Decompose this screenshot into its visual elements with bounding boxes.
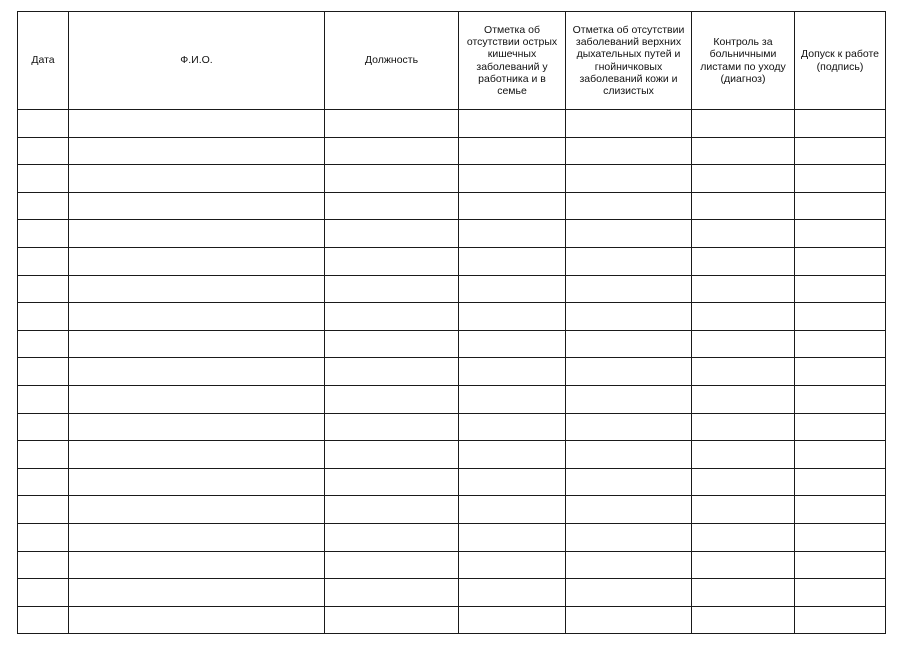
date-cell[interactable] [18, 247, 69, 275]
sick-leave-cell[interactable] [692, 468, 795, 496]
full-name-cell[interactable] [69, 523, 325, 551]
admission-signature-cell[interactable] [795, 468, 886, 496]
intestinal-mark-cell[interactable] [459, 137, 566, 165]
date-cell[interactable] [18, 192, 69, 220]
admission-signature-cell[interactable] [795, 275, 886, 303]
respiratory-skin-mark-cell[interactable] [566, 579, 692, 607]
intestinal-mark-cell[interactable] [459, 303, 566, 331]
intestinal-mark-cell[interactable] [459, 247, 566, 275]
intestinal-mark-cell[interactable] [459, 606, 566, 634]
admission-signature-cell[interactable] [795, 247, 886, 275]
sick-leave-cell[interactable] [692, 441, 795, 469]
full-name-cell[interactable] [69, 579, 325, 607]
sick-leave-cell[interactable] [692, 606, 795, 634]
intestinal-mark-cell[interactable] [459, 110, 566, 138]
date-cell[interactable] [18, 441, 69, 469]
table-row [18, 220, 886, 248]
table-row [18, 330, 886, 358]
sick-leave-cell[interactable] [692, 303, 795, 331]
column-header-full-name: Ф.И.О. [69, 12, 325, 110]
date-cell[interactable] [18, 413, 69, 441]
intestinal-mark-cell[interactable] [459, 551, 566, 579]
position-cell[interactable] [325, 330, 459, 358]
intestinal-mark-cell[interactable] [459, 413, 566, 441]
intestinal-mark-cell[interactable] [459, 385, 566, 413]
table-row [18, 303, 886, 331]
admission-signature-cell[interactable] [795, 220, 886, 248]
admission-signature-cell[interactable] [795, 192, 886, 220]
intestinal-mark-cell[interactable] [459, 523, 566, 551]
date-cell[interactable] [18, 165, 69, 193]
respiratory-skin-mark-cell[interactable] [566, 413, 692, 441]
full-name-cell[interactable] [69, 496, 325, 524]
header-row [18, 12, 886, 110]
position-cell[interactable] [325, 165, 459, 193]
date-cell[interactable] [18, 385, 69, 413]
admission-signature-cell[interactable] [795, 496, 886, 524]
full-name-cell[interactable] [69, 606, 325, 634]
column-header-position: Должность [325, 12, 459, 110]
sick-leave-cell[interactable] [692, 165, 795, 193]
full-name-cell[interactable] [69, 220, 325, 248]
full-name-cell[interactable] [69, 110, 325, 138]
position-cell[interactable] [325, 275, 459, 303]
intestinal-mark-cell[interactable] [459, 192, 566, 220]
table-row [18, 441, 886, 469]
admission-signature-cell[interactable] [795, 303, 886, 331]
intestinal-mark-cell[interactable] [459, 165, 566, 193]
full-name-cell[interactable] [69, 358, 325, 386]
intestinal-mark-cell[interactable] [459, 220, 566, 248]
full-name-cell[interactable] [69, 385, 325, 413]
date-cell[interactable] [18, 303, 69, 331]
respiratory-skin-mark-cell[interactable] [566, 496, 692, 524]
date-cell[interactable] [18, 496, 69, 524]
full-name-cell[interactable] [69, 303, 325, 331]
date-cell[interactable] [18, 137, 69, 165]
position-cell[interactable] [325, 496, 459, 524]
table-row [18, 496, 886, 524]
respiratory-skin-mark-cell[interactable] [566, 192, 692, 220]
sick-leave-cell[interactable] [692, 496, 795, 524]
respiratory-skin-mark-cell[interactable] [566, 441, 692, 469]
full-name-cell[interactable] [69, 441, 325, 469]
position-cell[interactable] [325, 413, 459, 441]
sick-leave-cell[interactable] [692, 330, 795, 358]
admission-signature-cell[interactable] [795, 137, 886, 165]
table-row [18, 275, 886, 303]
position-cell[interactable] [325, 579, 459, 607]
position-cell[interactable] [325, 468, 459, 496]
position-cell[interactable] [325, 523, 459, 551]
position-cell[interactable] [325, 358, 459, 386]
column-header-respiratory-skin-diseases: Отметка об отсутствии заболеваний верхних дыхательных путей и гнойничковых заболеваний кожи и слизистых [566, 12, 692, 110]
respiratory-skin-mark-cell[interactable] [566, 358, 692, 386]
sick-leave-cell[interactable] [692, 413, 795, 441]
table-row [18, 551, 886, 579]
full-name-cell[interactable] [69, 413, 325, 441]
full-name-cell[interactable] [69, 551, 325, 579]
respiratory-skin-mark-cell[interactable] [566, 247, 692, 275]
admission-signature-cell[interactable] [795, 551, 886, 579]
date-cell[interactable] [18, 330, 69, 358]
respiratory-skin-mark-cell[interactable] [566, 523, 692, 551]
sick-leave-cell[interactable] [692, 275, 795, 303]
position-cell[interactable] [325, 606, 459, 634]
intestinal-mark-cell[interactable] [459, 358, 566, 386]
intestinal-mark-cell[interactable] [459, 275, 566, 303]
position-cell[interactable] [325, 303, 459, 331]
full-name-cell[interactable] [69, 247, 325, 275]
table-row [18, 523, 886, 551]
intestinal-mark-cell[interactable] [459, 579, 566, 607]
respiratory-skin-mark-cell[interactable] [566, 137, 692, 165]
admission-signature-cell[interactable] [795, 606, 886, 634]
position-cell[interactable] [325, 192, 459, 220]
table-row [18, 358, 886, 386]
sick-leave-cell[interactable] [692, 247, 795, 275]
table-row [18, 137, 886, 165]
sick-leave-cell[interactable] [692, 110, 795, 138]
date-cell[interactable] [18, 551, 69, 579]
sick-leave-cell[interactable] [692, 192, 795, 220]
respiratory-skin-mark-cell[interactable] [566, 303, 692, 331]
position-cell[interactable] [325, 220, 459, 248]
date-cell[interactable] [18, 275, 69, 303]
sick-leave-cell[interactable] [692, 551, 795, 579]
intestinal-mark-cell[interactable] [459, 441, 566, 469]
admission-signature-cell[interactable] [795, 330, 886, 358]
admission-signature-cell[interactable] [795, 165, 886, 193]
sick-leave-cell[interactable] [692, 385, 795, 413]
respiratory-skin-mark-cell[interactable] [566, 165, 692, 193]
respiratory-skin-mark-cell[interactable] [566, 468, 692, 496]
position-cell[interactable] [325, 385, 459, 413]
table-body [18, 110, 886, 634]
respiratory-skin-mark-cell[interactable] [566, 330, 692, 358]
date-cell[interactable] [18, 358, 69, 386]
date-cell[interactable] [18, 606, 69, 634]
respiratory-skin-mark-cell[interactable] [566, 551, 692, 579]
respiratory-skin-mark-cell[interactable] [566, 385, 692, 413]
sick-leave-cell[interactable] [692, 579, 795, 607]
admission-signature-cell[interactable] [795, 413, 886, 441]
table-row [18, 468, 886, 496]
position-cell[interactable] [325, 110, 459, 138]
sick-leave-cell[interactable] [692, 137, 795, 165]
admission-signature-cell[interactable] [795, 441, 886, 469]
admission-signature-cell[interactable] [795, 110, 886, 138]
respiratory-skin-mark-cell[interactable] [566, 606, 692, 634]
full-name-cell[interactable] [69, 275, 325, 303]
full-name-cell[interactable] [69, 468, 325, 496]
table-row [18, 110, 886, 138]
sick-leave-cell[interactable] [692, 523, 795, 551]
table-row [18, 606, 886, 634]
sick-leave-cell[interactable] [692, 220, 795, 248]
admission-signature-cell[interactable] [795, 579, 886, 607]
column-header-work-admission: Допуск к работе (подпись) [795, 12, 886, 110]
full-name-cell[interactable] [69, 137, 325, 165]
date-cell[interactable] [18, 468, 69, 496]
table-row [18, 165, 886, 193]
date-cell[interactable] [18, 220, 69, 248]
column-header-intestinal-diseases: Отметка об отсутствии острых кишечных заболеваний у работника и в семье [459, 12, 566, 110]
respiratory-skin-mark-cell[interactable] [566, 220, 692, 248]
admission-signature-cell[interactable] [795, 523, 886, 551]
health-journal-table [17, 11, 886, 634]
position-cell[interactable] [325, 247, 459, 275]
position-cell[interactable] [325, 441, 459, 469]
column-header-sick-leave-control: Контроль за больничными листами по уходу (диагноз) [692, 12, 795, 110]
table-row [18, 192, 886, 220]
table-row [18, 579, 886, 607]
full-name-cell[interactable] [69, 192, 325, 220]
date-cell[interactable] [18, 523, 69, 551]
table-row [18, 247, 886, 275]
intestinal-mark-cell[interactable] [459, 468, 566, 496]
position-cell[interactable] [325, 551, 459, 579]
sick-leave-cell[interactable] [692, 358, 795, 386]
column-header-date: Дата [18, 12, 69, 110]
respiratory-skin-mark-cell[interactable] [566, 110, 692, 138]
respiratory-skin-mark-cell[interactable] [566, 275, 692, 303]
admission-signature-cell[interactable] [795, 385, 886, 413]
date-cell[interactable] [18, 579, 69, 607]
full-name-cell[interactable] [69, 330, 325, 358]
intestinal-mark-cell[interactable] [459, 496, 566, 524]
admission-signature-cell[interactable] [795, 358, 886, 386]
table-row [18, 413, 886, 441]
full-name-cell[interactable] [69, 165, 325, 193]
position-cell[interactable] [325, 137, 459, 165]
table-row [18, 385, 886, 413]
date-cell[interactable] [18, 110, 69, 138]
intestinal-mark-cell[interactable] [459, 330, 566, 358]
